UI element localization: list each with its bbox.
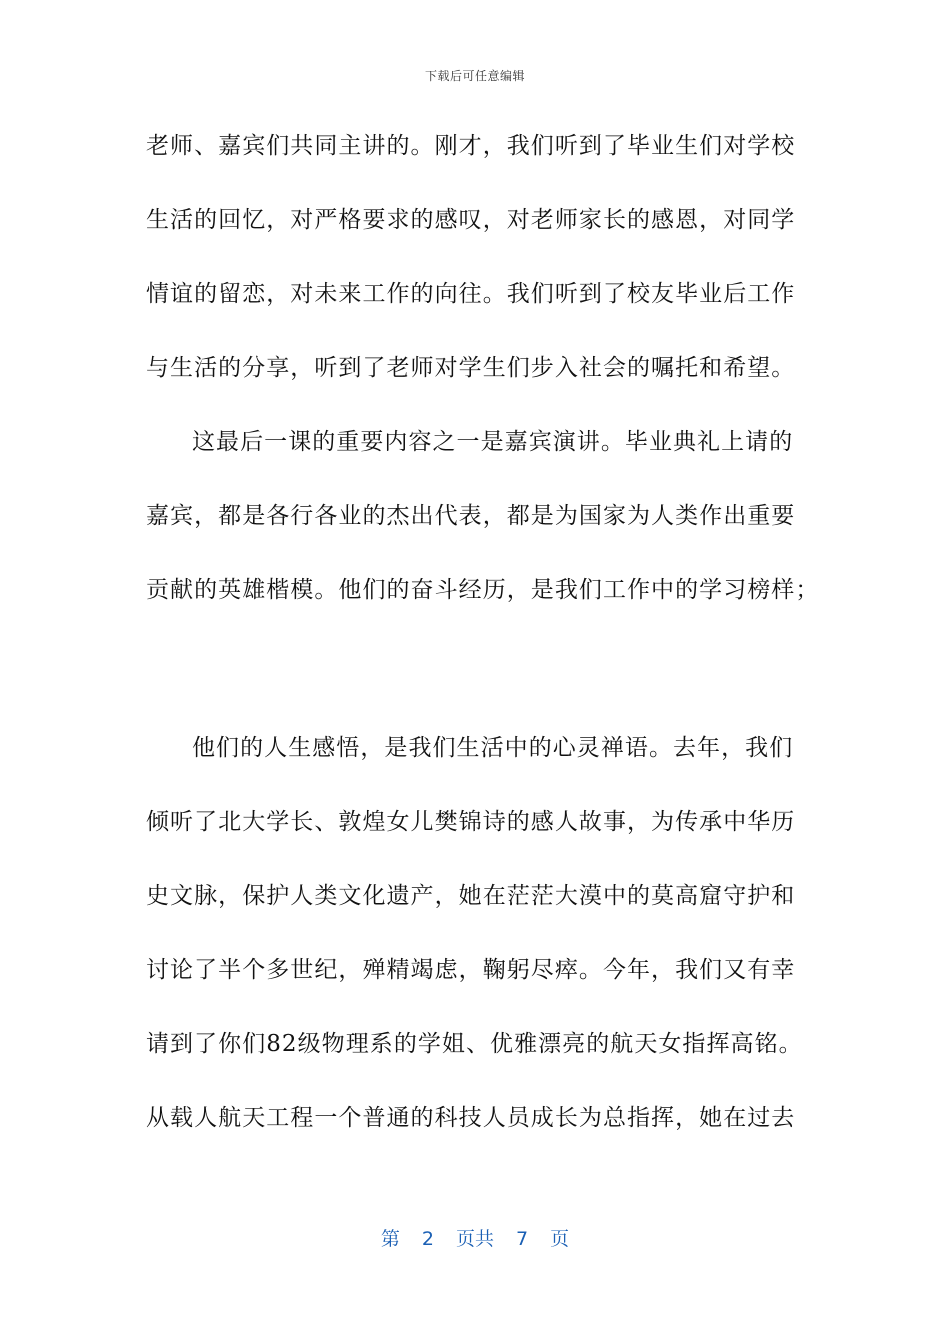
text-line: 这最后一课的重要内容之一是嘉宾演讲。毕业典礼上请的 xyxy=(192,429,794,455)
page-footer xyxy=(0,1224,950,1251)
text-line: 情谊的留恋，对未来工作的向往。我们听到了校友毕业后工作 xyxy=(146,281,796,307)
text-line: 请到了你们82级物理系的学姐、优雅漂亮的航天女指挥高铭。 xyxy=(146,1031,803,1057)
text-line: 嘉宾，都是各行各业的杰出代表，都是为国家为人类作出重要 xyxy=(146,503,796,529)
document-body xyxy=(146,122,820,1168)
text-line: 他们的人生感悟，是我们生活中的心灵禅语。去年，我们 xyxy=(192,735,794,761)
text-line: 倾听了北大学长、敦煌女儿樊锦诗的感人故事，为传承中华历 xyxy=(146,809,796,835)
footer-current-page: 2 xyxy=(421,1228,434,1250)
footer-middle: 页共 xyxy=(455,1228,494,1250)
text-line: 贡献的英雄楷模。他们的奋斗经历，是我们工作中的学习榜样； xyxy=(146,577,820,603)
paragraph-gap xyxy=(146,640,796,724)
footer-total-pages: 7 xyxy=(516,1228,529,1250)
footer-prefix: 第 xyxy=(380,1228,400,1250)
text-line: 与生活的分享，听到了老师对学生们步入社会的嘱托和希望。 xyxy=(146,355,796,381)
header-note: 下载后可任意编辑 xyxy=(424,69,525,83)
text-line: 讨论了半个多世纪，殚精竭虑，鞠躬尽瘁。今年，我们又有幸 xyxy=(146,957,796,983)
footer-suffix: 页 xyxy=(550,1228,570,1250)
text-line: 生活的回忆，对严格要求的感叹，对老师家长的感恩，对同学 xyxy=(146,207,796,233)
text-line: 史文脉，保护人类文化遗产，她在茫茫大漠中的莫高窟守护和 xyxy=(146,883,796,909)
text-line: 从载人航天工程一个普通的科技人员成长为总指挥，她在过去 xyxy=(146,1105,796,1131)
text-line: 老师、嘉宾们共同主讲的。刚才，我们听到了毕业生们对学校 xyxy=(146,133,796,159)
